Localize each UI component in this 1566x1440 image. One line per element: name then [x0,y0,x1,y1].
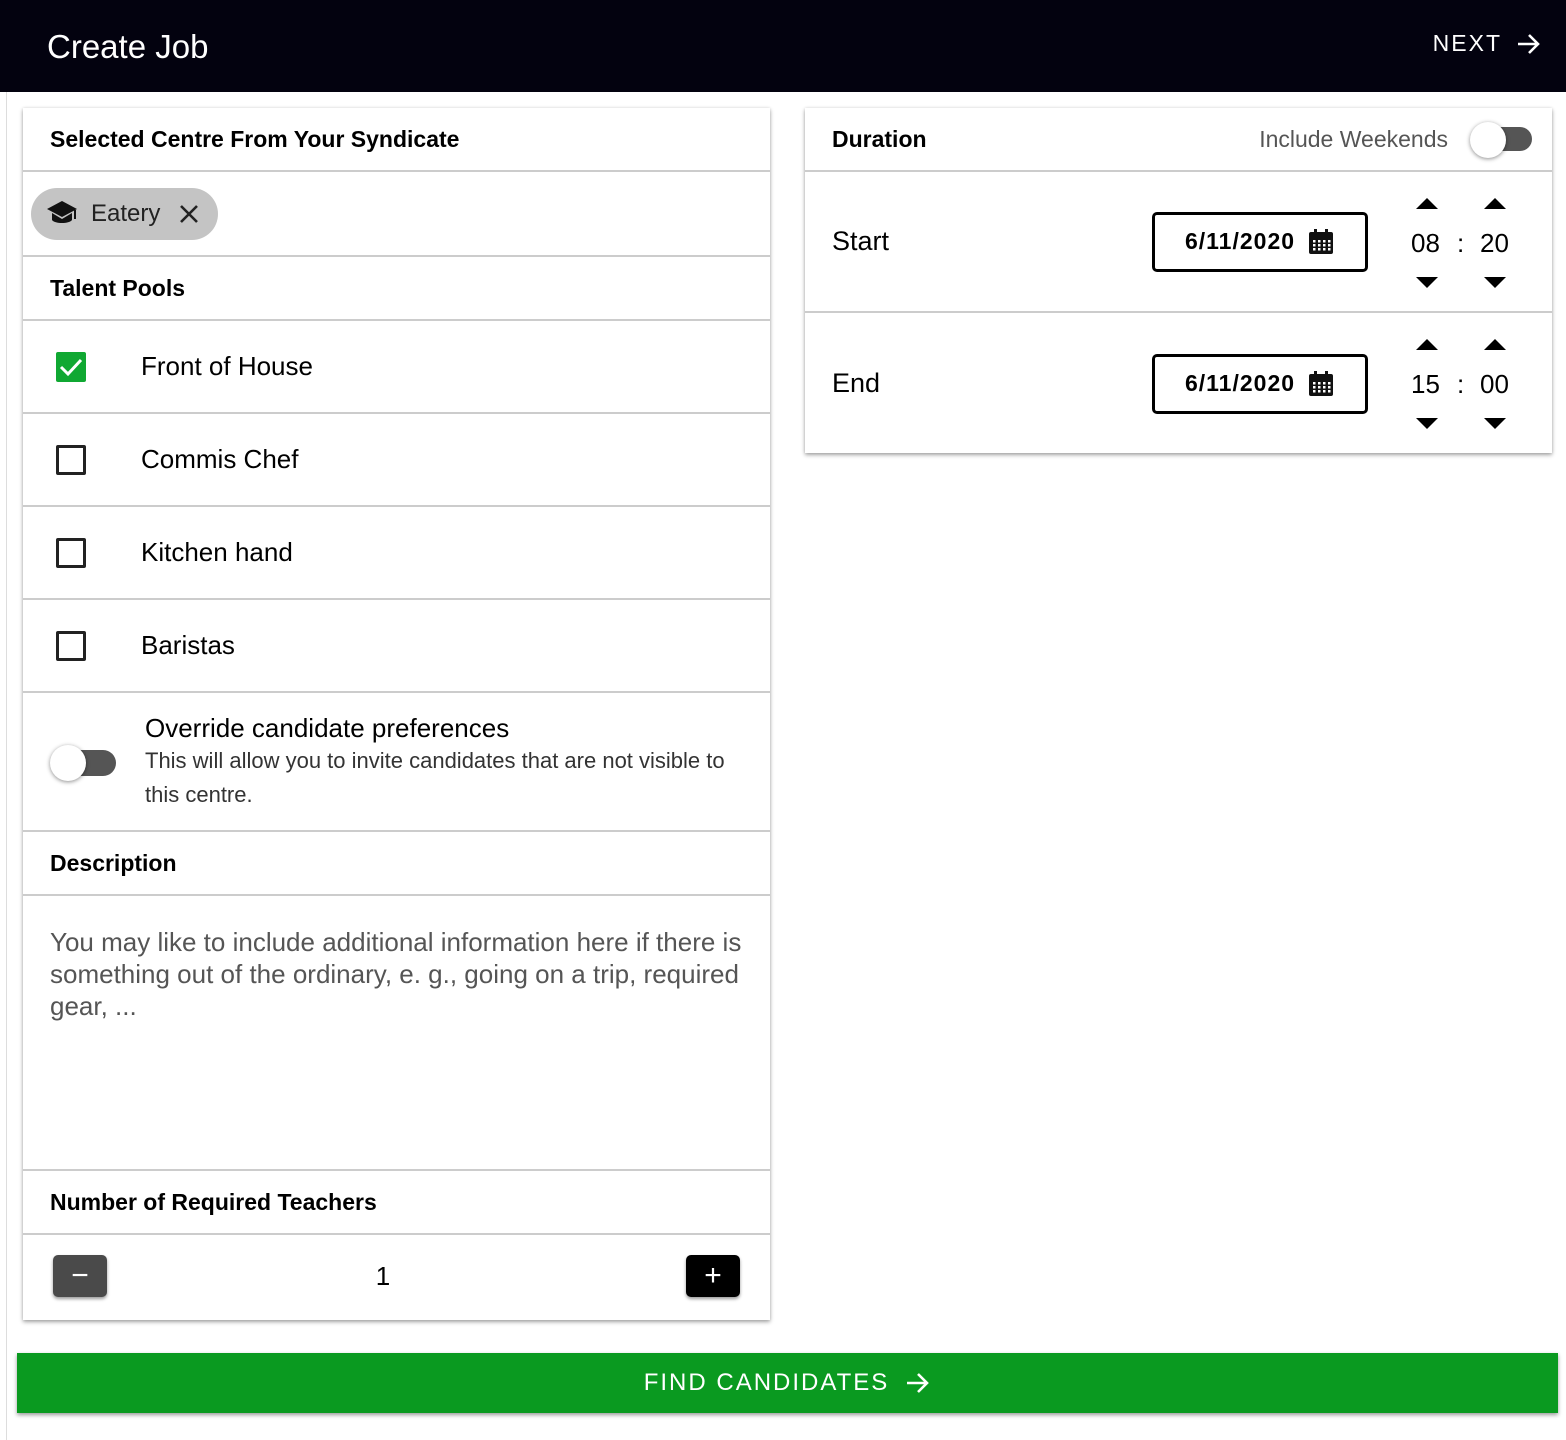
close-icon[interactable] [178,203,200,225]
arrow-right-icon [905,1371,931,1395]
find-candidates-button[interactable] [17,1353,1558,1413]
checkbox[interactable] [56,538,86,568]
talent-pool-label: Baristas [141,630,235,660]
page-title: Create Job [47,28,209,65]
minute-up-button[interactable] [1484,339,1506,350]
increment-button[interactable]: + [686,1255,740,1297]
next-label: NEXT [1432,30,1502,56]
top-app-bar [0,0,1566,92]
time-separator: : [1457,228,1465,258]
weekends-label: Include Weekends [1259,125,1448,152]
job-details-card [23,108,770,1320]
minute-down-button[interactable] [1484,277,1506,288]
talent-pool-label: Kitchen hand [141,537,293,567]
teachers-count: 1 [375,1261,391,1291]
start-row [805,172,1552,313]
hour-up-button[interactable] [1416,339,1438,350]
teachers-heading: Number of Required Teachers [23,1171,770,1235]
time-separator: : [1457,369,1465,399]
duration-heading: Duration [832,125,927,152]
talent-pool-item[interactable] [23,507,770,600]
centre-heading: Selected Centre From Your Syndicate [23,108,770,172]
hour-down-button[interactable] [1416,277,1438,288]
centre-chip[interactable] [31,188,218,240]
find-label: FIND CANDIDATES [643,1369,890,1396]
talent-pool-label: Commis Chef [141,444,299,474]
calendar-icon[interactable] [1307,370,1335,398]
chip-label: Eatery [91,200,161,227]
duration-card [805,108,1552,453]
end-label: End [832,368,881,398]
override-row [23,693,770,832]
arrow-right-icon [1516,32,1542,56]
end-row [805,313,1552,454]
override-title: Override candidate preferences [145,713,510,743]
minute-up-button[interactable] [1484,198,1506,209]
divider [6,92,7,1440]
talent-pool-item[interactable] [23,321,770,414]
checkbox[interactable] [56,352,86,382]
minute-down-button[interactable] [1484,418,1506,429]
description-heading: Description [23,832,770,896]
start-hour[interactable]: 08 [1411,228,1440,258]
checkbox[interactable] [56,445,86,475]
end-hour[interactable]: 15 [1411,369,1440,399]
weekends-toggle[interactable] [1474,127,1532,151]
hour-down-button[interactable] [1416,418,1438,429]
check-icon [59,357,83,377]
talent-pool-label: Front of House [141,351,313,381]
end-date: 6/11/2020 [1184,370,1296,396]
talent-pool-item[interactable] [23,600,770,693]
end-date-input[interactable] [1152,354,1368,414]
hour-up-button[interactable] [1416,198,1438,209]
override-toggle[interactable] [54,750,116,776]
calendar-icon[interactable] [1307,228,1335,256]
graduation-cap-icon [45,199,79,229]
talent-pool-item[interactable] [23,414,770,507]
checkbox[interactable] [56,631,86,661]
start-minute[interactable]: 20 [1480,228,1509,258]
description-textarea[interactable]: You may like to include additional information here if there is something out of the ordinary, e. g., going on a trip, required gear, ... [23,896,770,1171]
start-label: Start [832,226,890,256]
next-button[interactable] [1433,30,1542,57]
teachers-stepper [23,1235,770,1318]
talent-pools-heading: Talent Pools [23,257,770,321]
start-date-input[interactable] [1152,212,1368,272]
decrement-button[interactable]: − [53,1255,107,1297]
start-date: 6/11/2020 [1184,228,1296,254]
end-minute[interactable]: 00 [1480,369,1509,399]
override-subtitle: This will allow you to invite candidates that are not visible to this centre. [145,748,725,807]
